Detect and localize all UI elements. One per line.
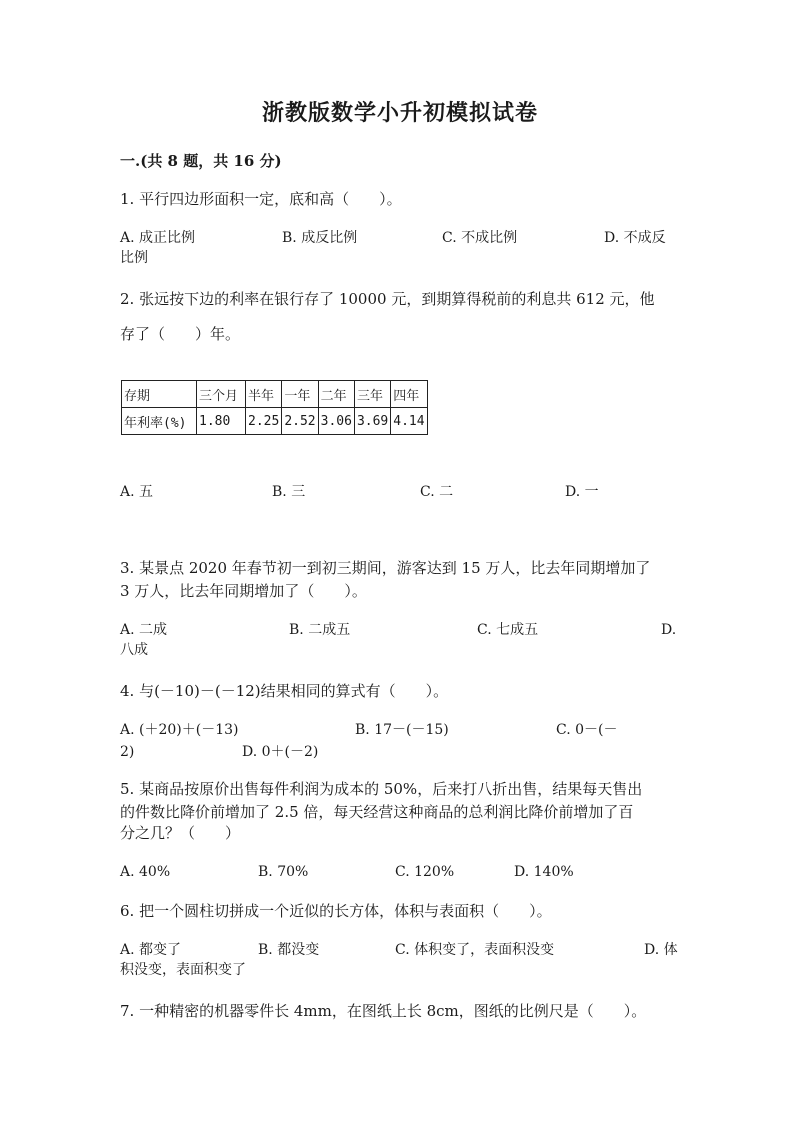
q2-option-a: A. 五 [120, 484, 154, 500]
q5-option-a: A. 40% [120, 864, 171, 880]
q2-option-c: C. 二 [420, 484, 454, 500]
q5-option-d: D. 140% [514, 864, 574, 880]
q1-option-c: C. 不成比例 [442, 230, 518, 246]
q6-option-d-continued: 积没变，表面积变了 [120, 962, 246, 978]
q6-option-a: A. 都变了 [120, 942, 182, 958]
q4-option-c: C. 0－(－ [556, 722, 618, 738]
question-7: 7. 一种精密的机器零件长 4mm，在图纸上长 8cm，图纸的比例尺是（ ）。 [120, 1002, 647, 1020]
table-cell: 3.06 [318, 408, 354, 435]
q3-option-b: B. 二成五 [289, 622, 351, 638]
table-cell: 3.69 [354, 408, 390, 435]
table-row [122, 408, 428, 435]
table-cell: 存期 [122, 381, 197, 408]
q4-option-b: B. 17－(－15) [355, 722, 449, 738]
exam-title: 浙教版数学小升初模拟试卷 [261, 100, 538, 126]
question-6: 6. 把一个圆柱切拼成一个近似的长方体，体积与表面积（ ）。 [120, 902, 552, 920]
q5-option-c: C. 120% [395, 864, 455, 880]
table-cell: 2.25 [246, 408, 282, 435]
table-cell: 三个月 [197, 381, 246, 408]
q6-option-b: B. 都没变 [258, 942, 320, 958]
question-5-line-3: 分之几？（ ） [120, 824, 241, 842]
table-cell: 一年 [282, 381, 318, 408]
question-5-line-1: 5. 某商品按原价出售每件利润为成本的 50%，后来打八折出售，结果每天售出 [120, 780, 643, 798]
interest-rate-table [121, 380, 428, 435]
table-cell: 4.14 [391, 408, 427, 435]
question-2-line-2: 存了（ ）年。 [120, 325, 241, 343]
q3-option-d-continued: 八成 [120, 642, 148, 658]
q6-option-d: D. 体 [644, 942, 678, 958]
q4-option-d: D. 0＋(－2) [242, 744, 319, 760]
question-2-line-1: 2. 张远按下边的利率在银行存了 10000 元，到期算得税前的利息共 612 元，他 [120, 290, 655, 308]
table-cell: 二年 [318, 381, 354, 408]
q1-option-b: B. 成反比例 [282, 230, 358, 246]
table-cell: 半年 [246, 381, 282, 408]
q1-option-d: D. 不成反 [604, 230, 666, 246]
q3-option-c: C. 七成五 [477, 622, 539, 638]
q5-option-b: B. 70% [258, 864, 309, 880]
question-3-line-1: 3. 某景点 2020 年春节初一到初三期间，游客达到 15 万人，比去年同期增加了 [120, 559, 651, 577]
question-1: 1. 平行四边形面积一定，底和高（ ）。 [120, 190, 402, 208]
table-cell: 四年 [391, 381, 427, 408]
q1-option-a: A. 成正比例 [120, 230, 196, 246]
table-cell: 年利率(%) [122, 408, 197, 435]
q2-option-b: B. 三 [272, 484, 306, 500]
table-cell: 2.52 [282, 408, 318, 435]
question-3-line-2: 3 万人，比去年同期增加了（ ）。 [120, 582, 367, 600]
question-5-line-2: 的件数比降价前增加了 2.5 倍，每天经营这种商品的总利润比降价前增加了百 [120, 803, 634, 821]
q1-option-d-continued: 比例 [120, 250, 148, 266]
q4-option-a: A. (＋20)＋(－13) [120, 722, 239, 738]
table-cell: 1.80 [197, 408, 246, 435]
table-cell: 三年 [354, 381, 390, 408]
q4-option-c-continued: 2) [120, 744, 135, 760]
section-heading: 一.(共 8 题，共 16 分) [120, 152, 282, 170]
q6-option-c: C. 体积变了，表面积没变 [395, 942, 555, 958]
q2-option-d: D. 一 [565, 484, 599, 500]
table-header-row [122, 381, 428, 408]
question-4: 4. 与(－10)－(－12)结果相同的算式有（ ）。 [120, 682, 449, 700]
q3-option-a: A. 二成 [120, 622, 168, 638]
q3-option-d: D. [661, 622, 677, 638]
